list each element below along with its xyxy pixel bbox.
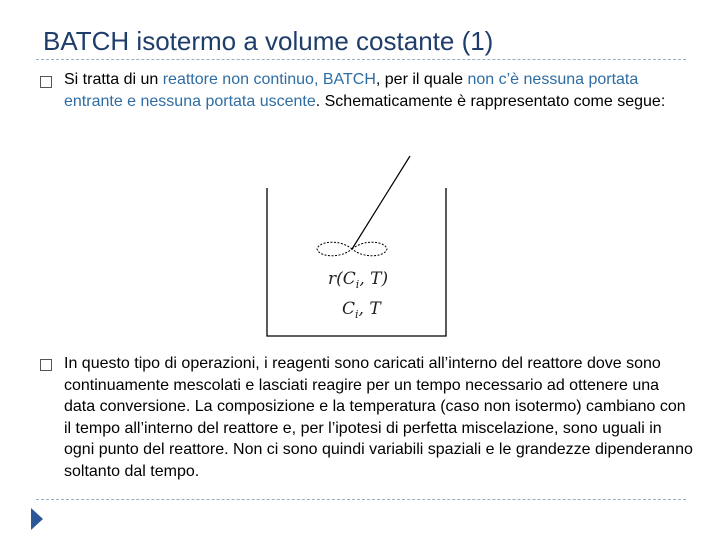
checkbox-bullet-icon bbox=[40, 76, 52, 88]
bullet1-highlight-flow: non c’è nessuna portata entrante e nessuna portata uscente bbox=[64, 71, 639, 110]
bullet-paragraph-1 bbox=[64, 69, 684, 113]
reaction-rate-label: $r(C_i$, T) bbox=[328, 269, 389, 291]
nav-triangle-icon[interactable] bbox=[30, 507, 44, 531]
checkbox-bullet-icon bbox=[40, 359, 52, 371]
concentration-temperature-label: $C_i$, T bbox=[342, 299, 381, 321]
footer-divider bbox=[36, 499, 686, 500]
bullet1-text-a: Si tratta di un bbox=[64, 71, 163, 88]
bullet1-highlight-reactor: reattore non continuo, BATCH bbox=[162, 71, 376, 88]
stirrer-shaft bbox=[352, 156, 410, 249]
title-divider bbox=[36, 59, 686, 60]
slide-title: BATCH isotermo a volume costante (1) bbox=[43, 26, 494, 56]
bullet1-text-b: , per il quale bbox=[375, 71, 468, 88]
stirrer-impeller bbox=[317, 242, 387, 256]
bullet-paragraph-2: In questo tipo di operazioni, i reagenti sono caricati all’interno del reattore dove sono continuamente mescolati e lasciati reagire per un tempo necessario ad ottenere una data conversione. La composizione e la temperatura (caso non isotermo) cambiano con il tempo all’interno del reattore e, per l’ipotesi di perfetta miscelazione, sono uguali in ogni punto del reattore. Non ci sono quindi variabili spaziali e le grandezze dipenderanno soltanto dal tempo. bbox=[64, 355, 693, 480]
batch-reactor-diagram bbox=[266, 150, 451, 338]
bullet1-text-c: . Schematicamente è rappresentato come segue: bbox=[315, 93, 666, 110]
